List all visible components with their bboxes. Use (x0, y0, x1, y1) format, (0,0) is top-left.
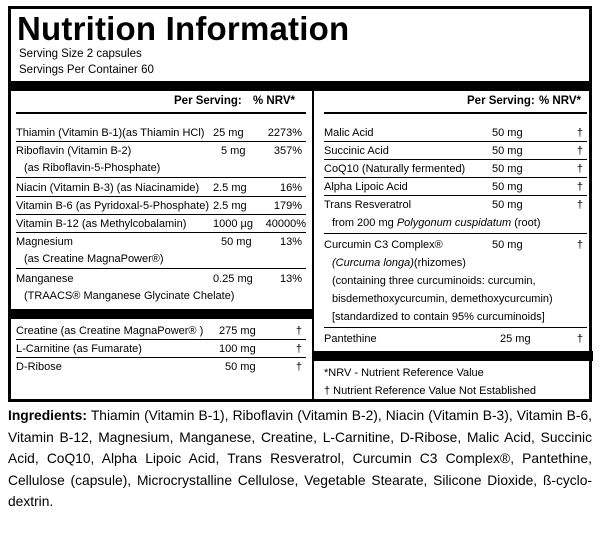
left-header-nrv: % NRV* (253, 95, 295, 107)
nutrient-label: Creatine (as Creatine MagnaPower® ) (16, 325, 204, 337)
nutrient-row (324, 331, 587, 347)
nutrient-nrv: † (576, 181, 583, 193)
nutrient-amount: 2.5 mg (213, 200, 247, 212)
nutrient-nrv: † (576, 163, 583, 175)
nutrient-nrv: † (576, 127, 583, 139)
nutrition-panel (8, 6, 592, 402)
nutrient-nrv: 16% (279, 182, 302, 194)
right-header-nrv: % NRV* (539, 95, 581, 107)
nutrient-nrv: † (295, 361, 302, 373)
nutrient-label: D-Ribose (16, 361, 62, 373)
nutrient-label: Vitamin B-12 (as Methylcobalamin) (16, 218, 187, 230)
nutrient-label: Pantethine (324, 333, 377, 345)
nutrient-row (16, 271, 306, 305)
nutrient-label: CoQ10 (Naturally fermented) (324, 163, 466, 175)
nutrient-amount: 50 mg (492, 127, 523, 139)
nutrient-sub: (Curcuma longa)(rhizomes) (332, 257, 466, 269)
nutrient-row (16, 359, 306, 375)
nutrient-amount: 0.25 mg (213, 273, 253, 285)
nutrient-amount: 1000 µg (213, 218, 253, 230)
nutrient-nrv: 357% (273, 145, 302, 157)
nutrient-nrv: † (576, 145, 583, 157)
nutrient-amount: 50 mg (492, 181, 523, 193)
right-header-rule (324, 112, 587, 114)
nutrient-row (16, 198, 306, 215)
nutrient-row (324, 143, 587, 160)
ingredients-text: Thiamin (Vitamin B-1), Riboflavin (Vitamin B-2), Niacin (Vitamin B-3), Vitamin B-6, Vitamin B-12, Magnesium, Manganese, Creatine, L-Carnitine, D-Ribose, Malic Acid, Succinic Acid, CoQ10, Alpha Lipoic Acid, Trans Resveratrol, Curcumin C3 Complex®, Pantethine, Cellulose (capsule), Microcrystalline Cellulose, Vegetable Stearate, Silicone Dioxide, ß-cyclo-dextrin. (8, 408, 592, 509)
nutrient-nrv: 13% (279, 236, 302, 248)
nutrient-row (16, 323, 306, 340)
nutrient-amount: 25 mg (500, 333, 531, 345)
nutrient-amount: 100 mg (219, 343, 256, 355)
nutrient-row (324, 179, 587, 196)
nutrient-sub: (as Creatine MagnaPower®) (24, 253, 164, 265)
nutrient-nrv: † (295, 325, 302, 337)
nutrient-label: L-Carnitine (as Fumarate) (16, 343, 142, 355)
nutrient-amount: 5 mg (221, 145, 246, 157)
serving-size: Serving Size 2 capsules (19, 48, 142, 60)
nutrient-sub: (TRAACS® Manganese Glycinate Chelate) (24, 290, 235, 302)
nutrient-label: Thiamin (Vitamin B-1)(as Thiamin HCl) (16, 127, 205, 139)
nutrient-row (16, 180, 306, 197)
nutrient-nrv: 13% (279, 273, 302, 285)
nutrient-row (16, 143, 306, 178)
nutrient-amount: 275 mg (219, 325, 256, 337)
nutrient-sub: [standardized to contain 95% curcuminoids] (332, 311, 545, 323)
nutrient-label: Magnesium (16, 236, 73, 248)
nutrient-nrv: † (576, 333, 583, 345)
nutrient-amount: 50 mg (225, 361, 256, 373)
nutrient-amount: 50 mg (492, 145, 523, 157)
left-header-rule (16, 112, 306, 114)
top-thick-bar (11, 81, 589, 91)
nutrient-sub: from 200 mg Polygonum cuspidatum (root) (332, 217, 541, 229)
ingredients-label: Ingredients: (8, 408, 87, 423)
nutrient-sub: (containing three curcuminoids: curcumin, (332, 275, 536, 287)
nutrient-row (16, 216, 306, 233)
right-column (324, 91, 587, 397)
nutrient-nrv: † (576, 199, 583, 211)
footnote-nrv: *NRV - Nutrient Reference Value (324, 367, 484, 379)
footnote-dagger: † Nutrient Reference Value Not Established (324, 385, 536, 397)
ingredients-block (8, 405, 592, 513)
nutrient-amount: 50 mg (492, 163, 523, 175)
nutrient-nrv: 179% (273, 200, 302, 212)
nutrient-row (324, 237, 587, 328)
nutrient-label: Niacin (Vitamin B-3) (as Niacinamide) (16, 182, 200, 194)
nutrient-row (324, 125, 587, 142)
nutrient-label: Curcumin C3 Complex® (324, 239, 443, 251)
nutrient-sub: bisdemethoxycurcumin, demethoxycurcumin) (332, 293, 553, 305)
nutrient-nrv: 40000% (265, 218, 306, 230)
right-header-per-serving: Per Serving: (467, 95, 535, 107)
nutrient-label: Succinic Acid (324, 145, 389, 157)
nutrient-amount: 50 mg (221, 236, 252, 248)
nutrient-nrv: † (576, 239, 583, 251)
nutrient-amount: 50 mg (492, 199, 523, 211)
left-column (16, 91, 306, 397)
nutrient-label: Trans Resveratrol (324, 199, 412, 211)
nutrient-label: Vitamin B-6 (as Pyridoxal-5-Phosphate) (16, 200, 209, 212)
nutrient-row (16, 125, 306, 142)
nutrient-row (324, 197, 587, 234)
nutrient-label: Alpha Lipoic Acid (324, 181, 408, 193)
left-section-bar (11, 309, 312, 319)
nutrient-nrv: 2273% (267, 127, 302, 139)
nutrient-label: Malic Acid (324, 127, 374, 139)
nutrient-label: Manganese (16, 273, 74, 285)
nutrient-row (16, 341, 306, 358)
nutrient-sub: (as Riboflavin-5-Phosphate) (24, 162, 161, 174)
servings-per-container: Servings Per Container 60 (19, 64, 154, 76)
nutrient-amount: 25 mg (213, 127, 244, 139)
nutrient-row (324, 161, 587, 178)
nutrient-label: Riboflavin (Vitamin B-2) (16, 145, 132, 157)
nutrient-amount: 50 mg (492, 239, 523, 251)
right-section-bar (314, 351, 593, 361)
left-header-per-serving: Per Serving: (174, 95, 242, 107)
nutrient-row (16, 234, 306, 269)
nutrient-nrv: † (295, 343, 302, 355)
nutrient-amount: 2.5 mg (213, 182, 247, 194)
panel-title: Nutrition Information (17, 10, 350, 47)
